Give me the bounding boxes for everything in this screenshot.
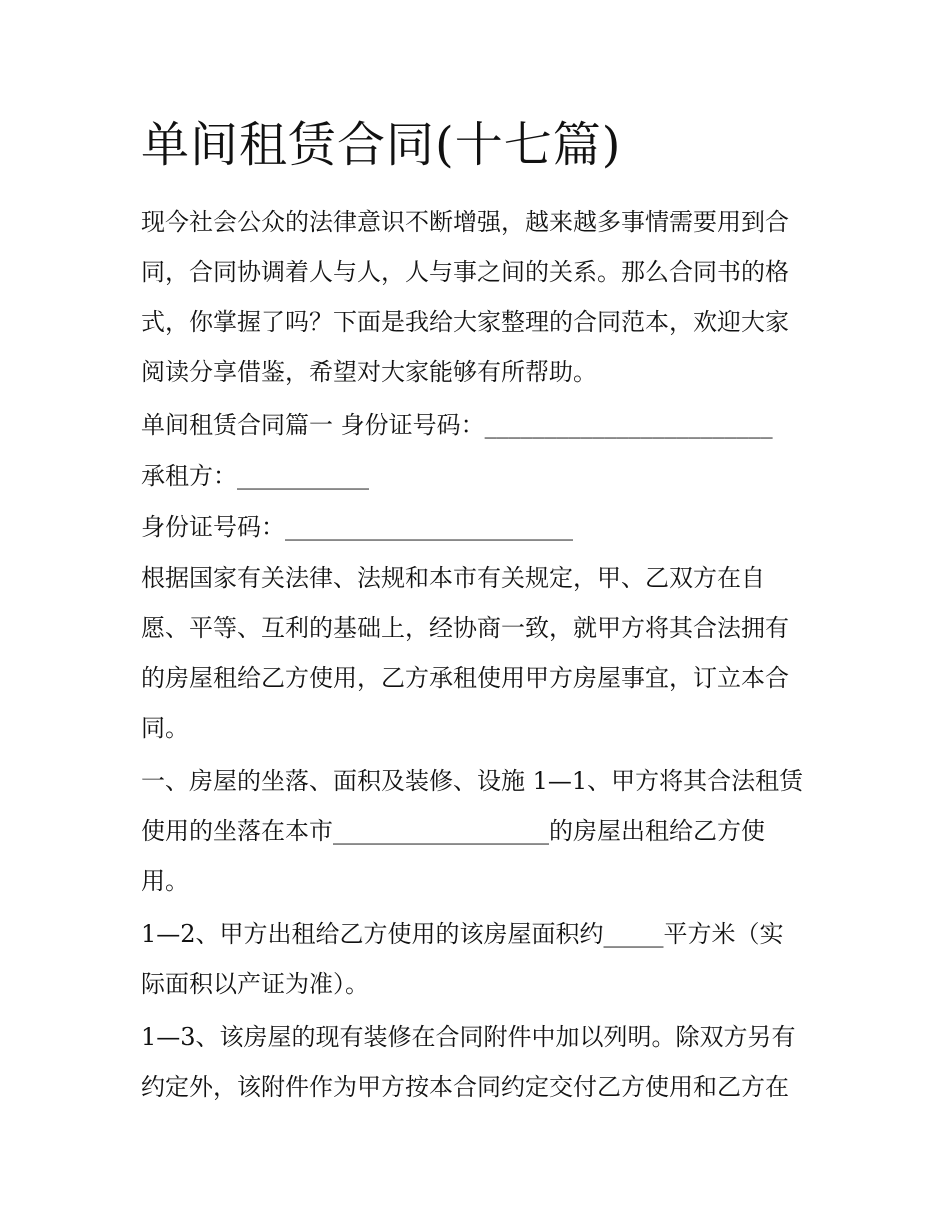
clause-1-3-line-1: 1—3、该房屋的现有装修在合同附件中加以列明。除双方另有	[141, 1023, 796, 1051]
preamble-line-2: 愿、平等、互利的基础上，经协商一致，就甲方将其合法拥有	[141, 614, 789, 642]
clause-1-line-3: 用。	[141, 867, 189, 895]
clause-1-line-1: 一、房屋的坐落、面积及装修、设施 1—1、甲方将其合法租赁	[141, 767, 804, 795]
clause-1-line-2: 使用的坐落在本市__________________的房屋出租给乙方使	[141, 817, 765, 845]
preamble-line-3: 的房屋租给乙方使用，乙方承租使用甲方房屋事宜，订立本合	[141, 664, 789, 692]
intro-line-4: 阅读分享借鉴，希望对大家能够有所帮助。	[141, 358, 597, 386]
intro-line-2: 同，合同协调着人与人，人与事之间的关系。那么合同书的格	[141, 258, 789, 286]
clause-1-2-line-1: 1—2、甲方出租给乙方使用的该房屋面积约_____平方米（实	[141, 920, 784, 948]
intro-line-1: 现今社会公众的法律意识不断增强，越来越多事情需要用到合	[141, 208, 789, 236]
clause-1-2-line-2: 际面积以产证为准）。	[141, 970, 369, 998]
intro-line-3: 式，你掌握了吗？下面是我给大家整理的合同范本，欢迎大家	[141, 308, 789, 336]
lessor-id-line: 单间租赁合同篇一 身份证号码：________________________	[141, 411, 773, 439]
lessee-line: 承租方：___________	[141, 462, 369, 490]
document-title: 单间租赁合同(十七篇)	[141, 117, 622, 173]
preamble-line-1: 根据国家有关法律、法规和本市有关规定，甲、乙双方在自	[141, 564, 765, 592]
lessee-id-line: 身份证号码：________________________	[141, 513, 573, 541]
preamble-line-4: 同。	[141, 714, 189, 742]
clause-1-3-line-2: 约定外，该附件作为甲方按本合同约定交付乙方使用和乙方在	[141, 1073, 789, 1101]
